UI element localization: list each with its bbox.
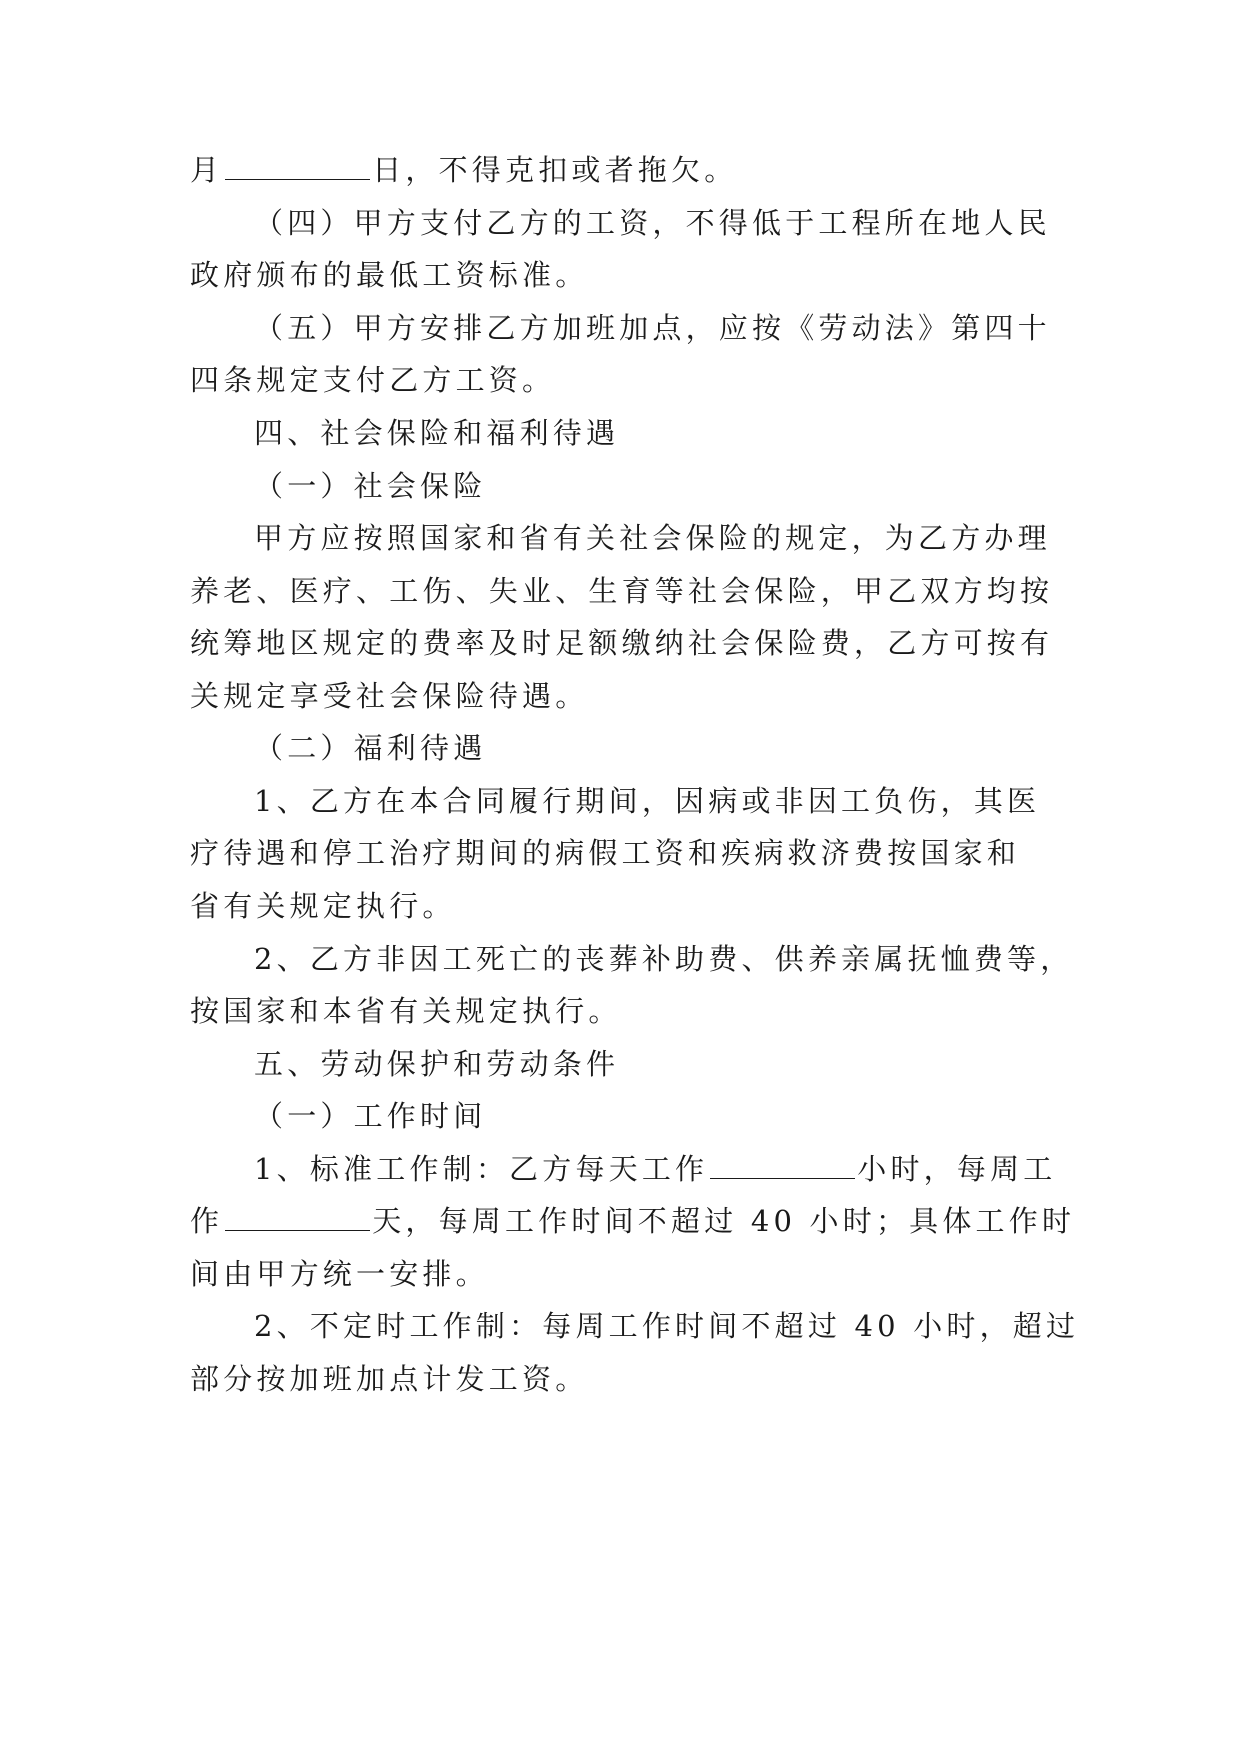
fill-in-blank xyxy=(225,1206,370,1231)
text-fragment: 月 xyxy=(190,153,224,187)
paragraph-line: 间由甲方统一安排。 xyxy=(190,1257,489,1291)
paragraph-line: （四）甲方支付乙方的工资，不得低于工程所在地人民 xyxy=(254,206,1051,240)
section-heading: 五、劳动保护和劳动条件 xyxy=(254,1047,620,1081)
subsection-heading: （二）福利待遇 xyxy=(254,731,487,765)
section-heading: 四、社会保险和福利待遇 xyxy=(254,416,620,450)
text-fragment: 作 xyxy=(190,1204,224,1238)
text-line xyxy=(254,1149,1070,1189)
fill-in-blank xyxy=(225,155,370,180)
paragraph-line: 四条规定支付乙方工资。 xyxy=(190,363,556,397)
paragraph-line: 按国家和本省有关规定执行。 xyxy=(190,994,622,1028)
text-fragment: 1、标准工作制：乙方每天工作 xyxy=(254,1152,709,1186)
text-fragment: 日，不得克扣或者拖欠。 xyxy=(372,153,738,187)
text-line xyxy=(190,1201,1076,1241)
paragraph-line: 甲方应按照国家和省有关社会保险的规定，为乙方办理 xyxy=(254,521,1051,555)
fill-in-blank xyxy=(710,1154,855,1179)
paragraph-line: 统筹地区规定的费率及时足额缴纳社会保险费，乙方可按有 xyxy=(190,626,1054,660)
paragraph-line: 2、乙方非因工死亡的丧葬补助费、供养亲属抚恤费等， xyxy=(254,942,1074,976)
paragraph-line: 部分按加班加点计发工资。 xyxy=(190,1362,589,1396)
text-line xyxy=(190,150,1070,190)
paragraph-line: 2、不定时工作制：每周工作时间不超过 40 小时，超过 xyxy=(254,1309,1080,1343)
subsection-heading: （一）社会保险 xyxy=(254,469,487,503)
text-fragment: 天，每周工作时间不超过 40 小时；具体工作时 xyxy=(372,1204,1076,1238)
paragraph-line: 省有关规定执行。 xyxy=(190,889,456,923)
paragraph-line: 1、乙方在本合同履行期间，因病或非因工负伤，其医 xyxy=(254,784,1041,818)
subsection-heading: （一）工作时间 xyxy=(254,1099,487,1133)
paragraph-line: 疗待遇和停工治疗期间的病假工资和疾病救济费按国家和 xyxy=(190,836,1021,870)
paragraph-line: 政府颁布的最低工资标准。 xyxy=(190,258,589,292)
text-fragment: 小时，每周工 xyxy=(857,1152,1057,1186)
paragraph-line: 养老、医疗、工伤、失业、生育等社会保险，甲乙双方均按 xyxy=(190,574,1054,608)
paragraph-line: 关规定享受社会保险待遇。 xyxy=(190,679,589,713)
paragraph-line: （五）甲方安排乙方加班加点，应按《劳动法》第四十 xyxy=(254,311,1051,345)
